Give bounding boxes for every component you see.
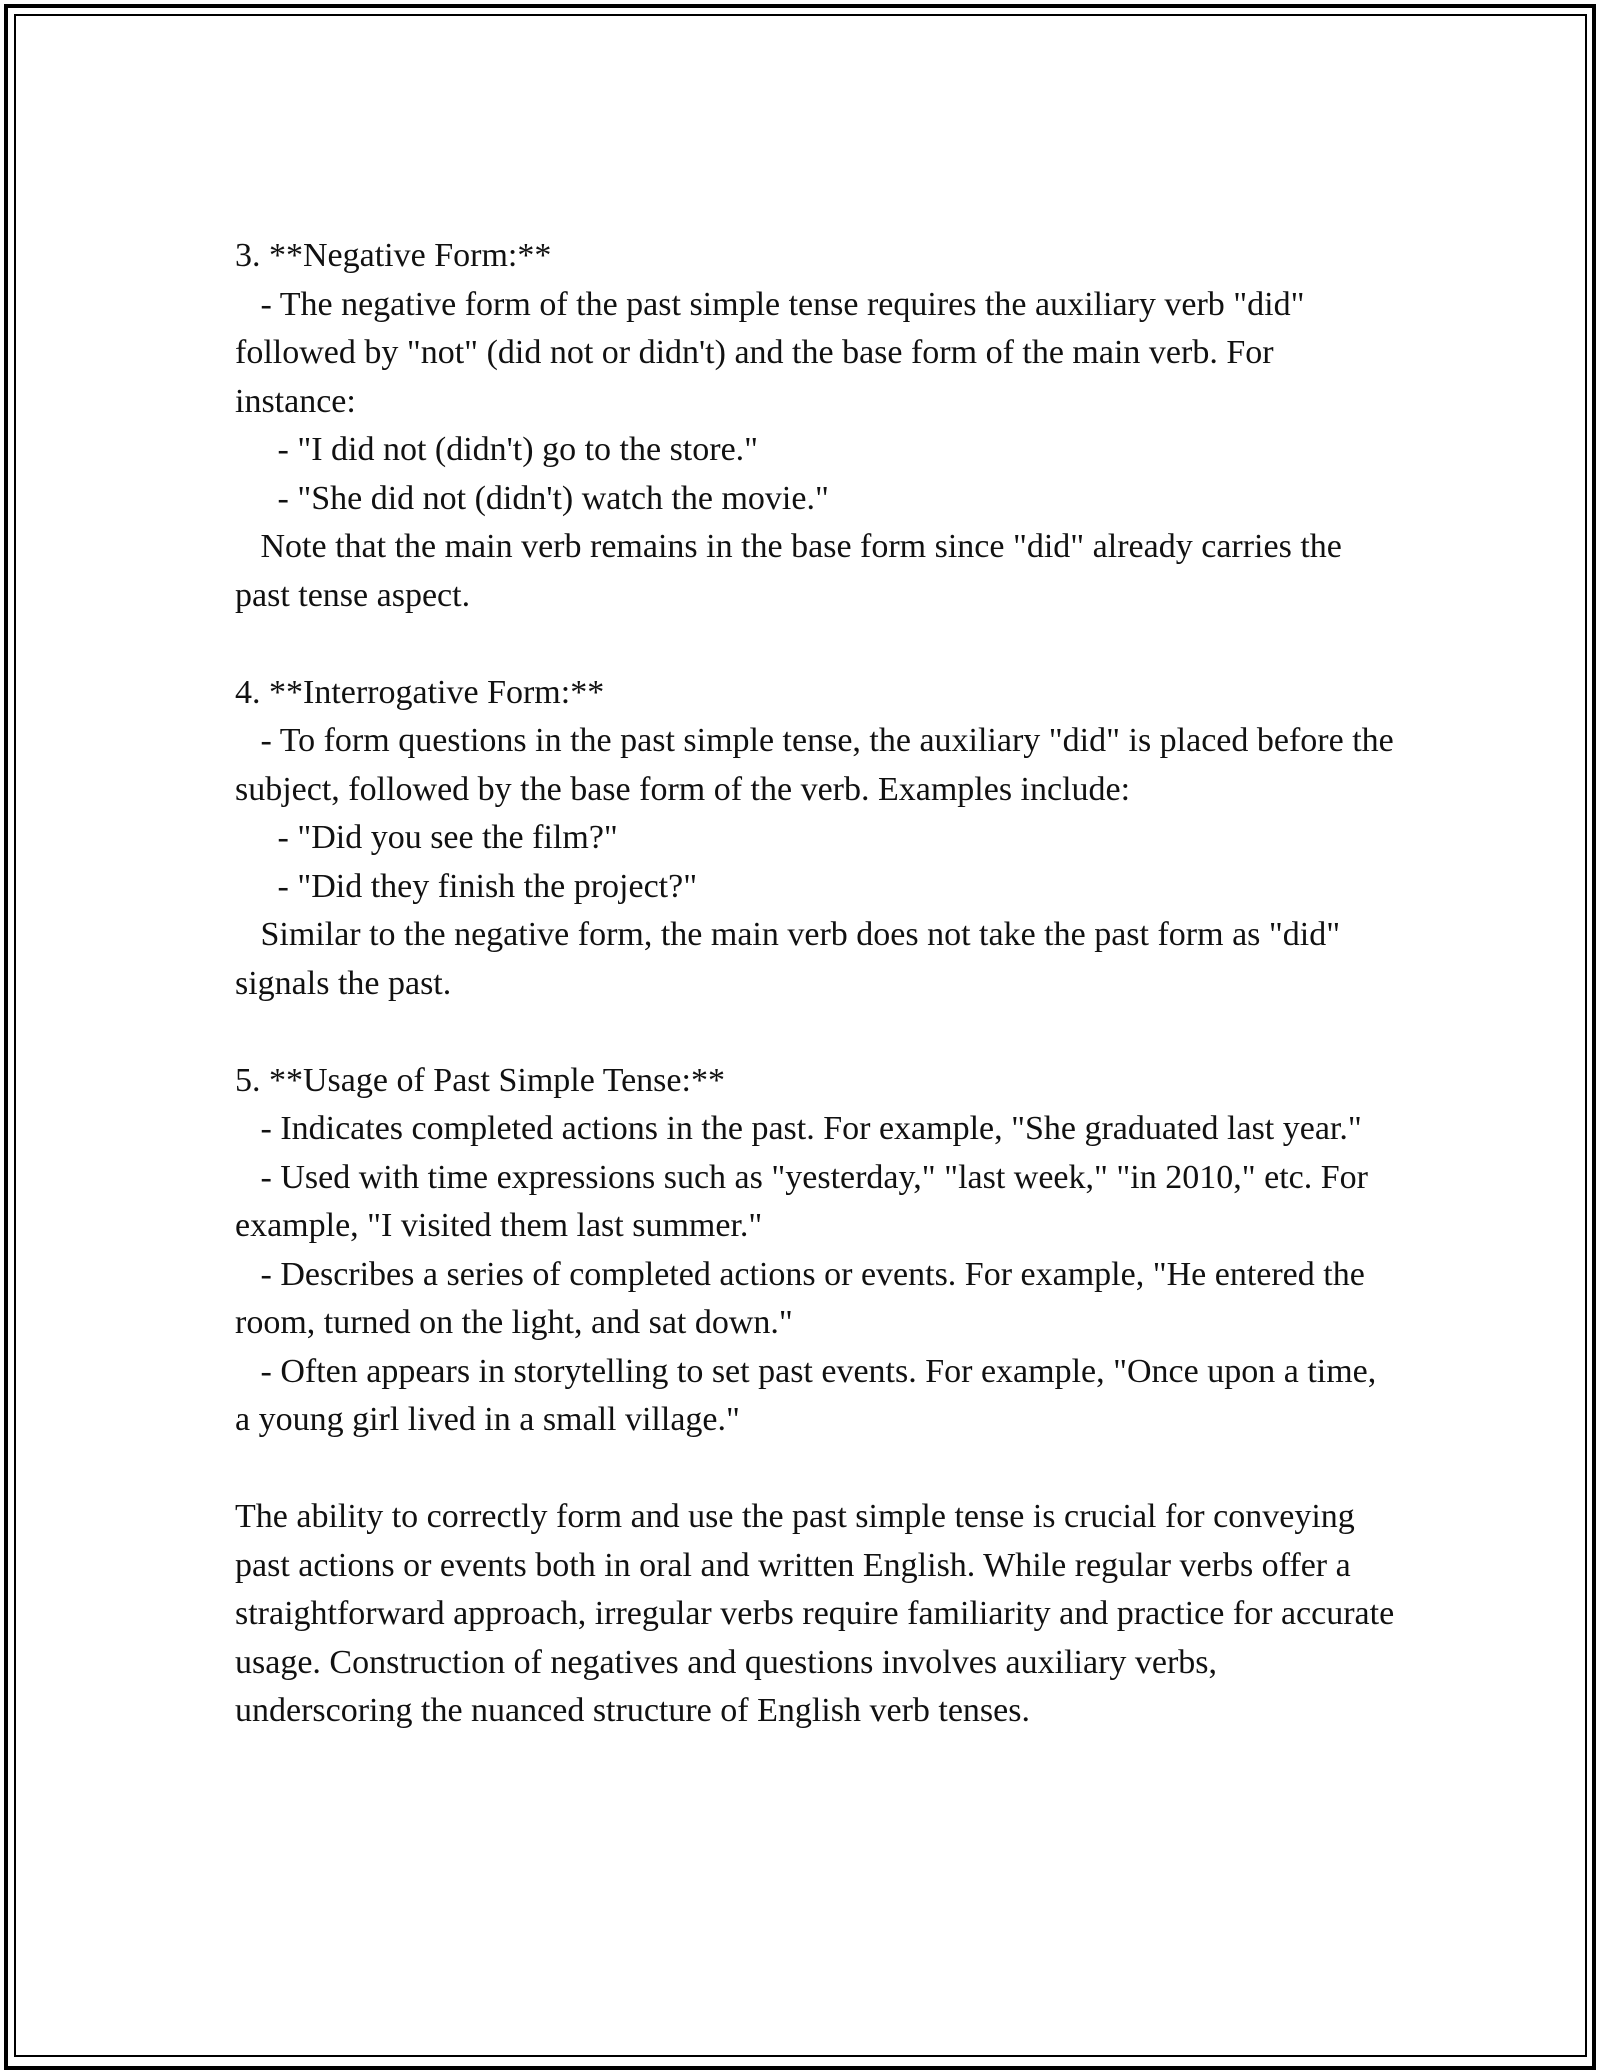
paragraph-line: Similar to the negative form, the main verb does not take the past form as "did" signals the past. [235,916,1349,1002]
paragraph-line: Note that the main verb remains in the base form since "did" already carries the past tense aspect. [235,528,1351,614]
section-heading: 3. **Negative Form:** [235,237,552,274]
paragraph-line: - Often appears in storytelling to set past events. For example, "Once upon a time, a young girl lived in a small village." [235,1352,1385,1438]
example-line: - "Did they finish the project?" [235,867,698,905]
paragraph-line: - Describes a series of completed actions or events. For example, "He entered the room, turned on the light, and sat down." [235,1255,1374,1341]
section-interrogative-form [235,669,1403,1009]
section-negative-form [235,232,1395,620]
section-heading: 5. **Usage of Past Simple Tense:** [235,1061,725,1099]
conclusion-paragraph: The ability to correctly form and use the past simple tense is crucial for conveying past actions or events both in oral and written English. While regular verbs offer a straightforward approach, irregular verbs require familiarity and practice for accurate usage. Construction of negatives and questions involves auxiliary verbs, underscoring the nuanced structure of English verb tenses. [235,1498,1403,1729]
paragraph-line: - Used with time expressions such as "yesterday," "last week," "in 2010," etc. For example, "I visited them last summer." [235,1158,1377,1244]
example-line: - "Did you see the film?" [235,819,618,856]
example-line: - "I did not (didn't) go to the store." [235,431,759,468]
paragraph-gap [235,620,1395,669]
section-heading: 4. **Interrogative Form:** [235,673,605,711]
paragraph-line: - To form questions in the past simple tense, the auxiliary "did" is placed before the subject, followed by the base form of the verb. Examples include: [235,722,1403,808]
paragraph-gap [235,1445,1395,1494]
paragraph-line: - Indicates completed actions in the past. For example, "She graduated last year." [235,1110,1362,1147]
paragraph-gap [235,1008,1395,1057]
section-usage [235,1057,1395,1445]
paragraph-line: - The negative form of the past simple tense requires the auxiliary verb "did" followed by "not" (did not or didn't) and the base form of the main verb. For instance: [235,285,1313,420]
example-line: - "She did not (didn't) watch the movie." [235,479,829,517]
document-body [235,232,1403,1736]
